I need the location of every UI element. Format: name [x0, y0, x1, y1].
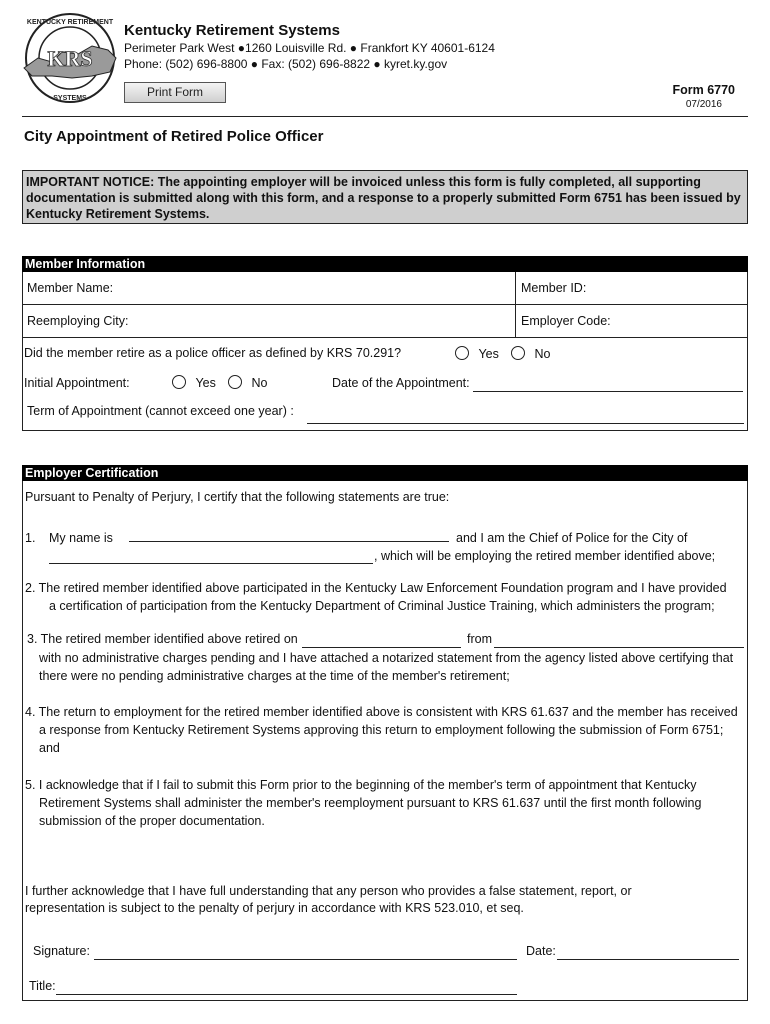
retire-no-radio[interactable] [511, 346, 525, 360]
org-contact: Phone: (502) 696-8800 ● Fax: (502) 696-8822 ● kyret.ky.gov [124, 57, 448, 71]
statement-4-line-2: a response from Kentucky Retirement Systems approving this return to employment following the submission of Form 6751; [39, 723, 724, 737]
krs-logo [22, 10, 118, 106]
statement-1-text-a: My name is [49, 531, 113, 545]
term-of-appointment-label: Term of Appointment (cannot exceed one year) : [27, 404, 294, 418]
statement-1-text-b: and I am the Chief of Police for the City of [456, 531, 688, 545]
statement-5-line-2: Retirement Systems shall administer the member's reemployment pursuant to KRS 61.637 until the first month following [39, 796, 702, 810]
retire-question: Did the member retire as a police officer as defined by KRS 70.291? [24, 346, 402, 360]
form-number: Form 6770 [672, 83, 735, 97]
title-label: Title: [29, 979, 56, 993]
member-name-label: Member Name: [27, 281, 114, 295]
initial-appointment-label: Initial Appointment: [24, 376, 130, 390]
statement-2-line-2: a certification of participation from the Kentucky Department of Criminal Justice Training, which administers the program; [49, 599, 715, 613]
krs-seal-graphic [22, 10, 118, 106]
employer-cert-header: Employer Certification [22, 465, 748, 481]
date-label: Date: [526, 944, 556, 958]
initial-no-label: No [251, 376, 268, 390]
statement-2-line-1: 2. The retired member identified above participated in the Kentucky Law Enforcement Foundation program and I have provided [25, 581, 727, 595]
appointment-date-label: Date of the Appointment: [332, 376, 470, 390]
member-id-label: Member ID: [521, 281, 587, 295]
retire-yes-option[interactable] [455, 346, 499, 361]
initial-no-option[interactable] [228, 375, 267, 390]
row-divider [22, 337, 748, 338]
reemploying-city-label: Reemploying City: [27, 314, 129, 328]
retire-yes-radio[interactable] [455, 346, 469, 360]
statement-4-line-1: 4. The return to employment for the retired member identified above is consistent with KRS 61.637 and the member has received [25, 705, 738, 719]
logo-top-text: KENTUCKY RETIREMENT [26, 19, 114, 26]
statement-5-line-1: 5. I acknowledge that if I fail to submit this Form prior to the beginning of the member's term of appointment that Kentucky [25, 778, 697, 792]
acknowledgement-line-2: representation is subject to the penalty of perjury in accordance with KRS 523.010, et seq. [25, 901, 524, 915]
city-name-field[interactable] [49, 563, 373, 564]
print-form-button[interactable]: Print Form [124, 82, 226, 103]
row-divider [22, 304, 748, 305]
signature-field[interactable] [94, 959, 517, 960]
important-notice [22, 170, 748, 224]
statement-3-line-1: 3. The retired member identified above retired on [27, 632, 298, 646]
title-field[interactable] [56, 994, 517, 995]
initial-yes-label: Yes [195, 376, 216, 390]
header-divider [22, 116, 748, 117]
retirement-date-field[interactable] [302, 647, 461, 648]
statement-3-line-2: with no administrative charges pending and I have attached a notarized statement from the agency listed above certifying that [39, 651, 734, 665]
statement-1-text-c: , which will be employing the retired member identified above; [374, 549, 716, 563]
statement-1-number: 1. [25, 531, 36, 545]
statement-3-line-3: there were no pending administrative charges at the time of the member's retirement; [39, 669, 510, 683]
retire-yes-label: Yes [478, 347, 499, 361]
col-divider [515, 272, 516, 337]
appointment-date-field[interactable] [473, 391, 743, 392]
statement-5-line-3: submission of the proper documentation. [39, 814, 265, 828]
initial-no-radio[interactable] [228, 375, 242, 389]
form-title: City Appointment of Retired Police Officer [24, 128, 324, 145]
chief-name-field[interactable] [129, 541, 449, 542]
employer-code-label: Employer Code: [521, 314, 611, 328]
signature-date-field[interactable] [557, 959, 739, 960]
form-date: 07/2016 [685, 99, 722, 110]
org-address: Perimeter Park West ●1260 Louisville Rd. ● Frankfort KY 40601-6124 [124, 41, 495, 55]
retired-from-agency-field[interactable] [494, 647, 744, 648]
initial-yes-option[interactable] [172, 375, 216, 390]
statement-4-line-3: and [39, 741, 60, 755]
logo-bottom-text: SYSTEMS [53, 95, 87, 102]
org-name: Kentucky Retirement Systems [124, 22, 340, 39]
acknowledgement-line-1: I further acknowledge that I have full understanding that any person who provides a false statement, report, or [25, 884, 632, 898]
member-info-header: Member Information [22, 256, 748, 272]
retire-no-option[interactable] [511, 346, 550, 361]
signature-label: Signature: [33, 944, 90, 958]
initial-yes-radio[interactable] [172, 375, 186, 389]
logo-initials: KRS [47, 46, 93, 71]
cert-intro: Pursuant to Penalty of Perjury, I certify that the following statements are true: [25, 490, 450, 504]
retire-no-label: No [534, 347, 551, 361]
statement-3-from: from [467, 632, 492, 646]
term-of-appointment-field[interactable] [307, 423, 744, 424]
notice-text: IMPORTANT NOTICE: The appointing employer will be invoiced unless this form is fully completed, all supporting documentation is submitted along with this form, and a response to a properly submitted Form 6751 has been issued by Kentucky Retirement Systems. [26, 175, 741, 221]
